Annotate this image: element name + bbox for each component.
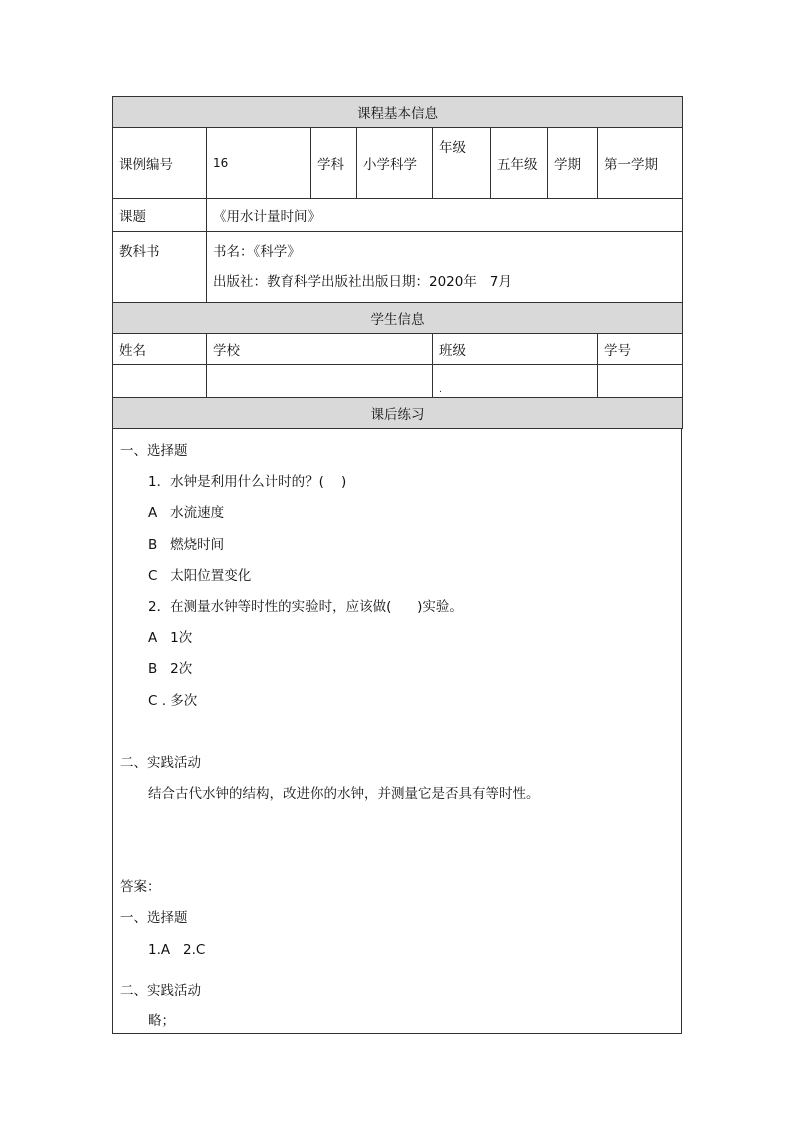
grade-label: 年级 — [433, 128, 491, 199]
question-2-option-a[interactable]: A 1次 — [148, 630, 193, 646]
class-label: 班级 — [433, 334, 598, 365]
question-1: 1．水钟是利用什么计时的？( ) — [148, 474, 347, 490]
textbook-name: 书名：《科学》 — [213, 244, 301, 260]
lesson-title-value: 《用水计量时间》 — [207, 199, 683, 232]
question-2-option-b[interactable]: B 2次 — [148, 661, 193, 677]
section-choice-title: 一、选择题 — [120, 443, 188, 459]
answer-activity-value: 略； — [148, 1013, 175, 1029]
student-info-header: 学生信息 — [113, 303, 683, 334]
answer-activity-title: 二、实践活动 — [120, 983, 201, 999]
answers-label: 答案： — [120, 879, 161, 895]
student-number-label: 学号 — [598, 334, 683, 365]
student-name-label: 姓名 — [113, 334, 207, 365]
answer-choice-values: 1.A 2.C — [148, 942, 206, 958]
course-id-value: 16 — [207, 128, 311, 199]
school-label: 学校 — [207, 334, 433, 365]
course-id-label: 课例编号 — [113, 128, 207, 199]
activity-description: 结合古代水钟的结构，改进你的水钟，并测量它是否具有等时性。 — [148, 786, 540, 802]
subject-label: 学科 — [311, 128, 357, 199]
student-number-field[interactable] — [598, 365, 683, 398]
practice-section — [112, 429, 682, 1034]
class-field-dot: . — [439, 385, 442, 395]
term-label: 学期 — [548, 128, 598, 199]
textbook-publisher: 出版社：教育科学出版社出版日期：2020年 7月 — [213, 274, 512, 290]
class-field[interactable] — [433, 365, 598, 398]
student-name-field[interactable] — [113, 365, 207, 398]
worksheet — [112, 96, 682, 1034]
practice-header: 课后练习 — [113, 398, 683, 429]
question-1-option-b[interactable]: B 燃烧时间 — [148, 537, 225, 553]
lesson-title-label: 课题 — [113, 199, 207, 232]
question-2: 2．在测量水钟等时性的实验时，应该做( )实验。 — [148, 599, 463, 615]
section-activity-title: 二、实践活动 — [120, 755, 201, 771]
course-info-header: 课程基本信息 — [113, 97, 683, 128]
school-field[interactable] — [207, 365, 433, 398]
grade-value: 五年级 — [491, 128, 548, 199]
question-1-option-c[interactable]: C 太阳位置变化 — [148, 568, 252, 584]
textbook-details — [207, 232, 683, 303]
info-table — [112, 96, 683, 429]
term-value: 第一学期 — [598, 128, 683, 199]
question-2-option-c[interactable]: C . 多次 — [148, 693, 198, 709]
question-1-option-a[interactable]: A 水流速度 — [148, 505, 225, 521]
answer-choice-title: 一、选择题 — [120, 910, 188, 926]
textbook-label: 教科书 — [113, 232, 207, 303]
subject-value: 小学科学 — [357, 128, 433, 199]
